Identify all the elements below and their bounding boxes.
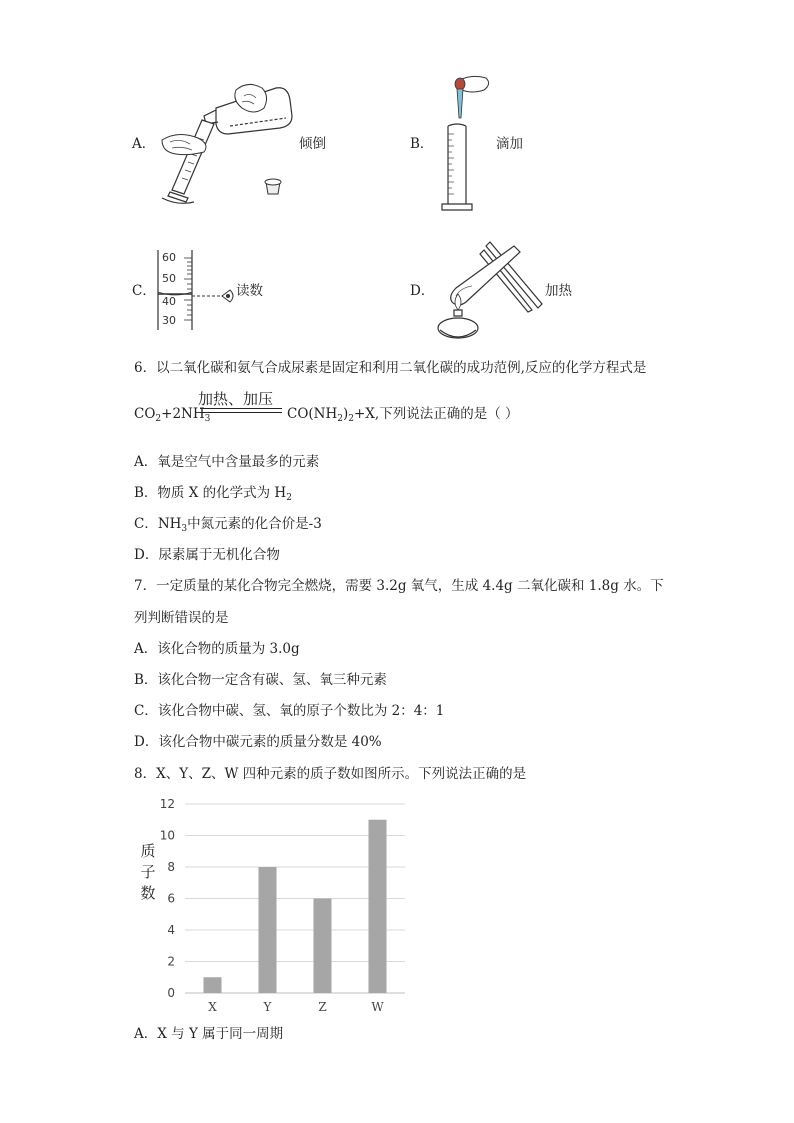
y-tick-label: 4 [167, 923, 175, 937]
q6-option-c: C．$NH_3$中氮元素的化合价是-3 [134, 516, 322, 534]
y-tick-label: 12 [159, 797, 175, 811]
reading-illustration [154, 248, 238, 332]
q6-option-d: D．尿素属于无机化合物 [134, 547, 280, 563]
y-axis-label-char: 子 [140, 863, 156, 881]
q6-option-b: B．物质 X 的化学式为 $H_2$ [134, 485, 292, 503]
dropping-illustration [438, 74, 494, 216]
q7-option-c: C．该化合物中碳、氢、氧的原子个数比为 2：4：1 [134, 703, 445, 719]
y-axis-label-char: 质 [140, 842, 156, 860]
stopper-icon [265, 179, 281, 194]
q8-option-a: A．X 与 Y 属于同一周期 [134, 1026, 284, 1042]
option-a-label: 倾倒 [299, 136, 326, 152]
equation-arrow-top [200, 408, 282, 409]
measuring-cylinder-icon [162, 120, 214, 203]
proton-number-chart [130, 788, 420, 1024]
option-b-label: 滴加 [496, 136, 523, 152]
x-tick-label-W: W [371, 1000, 384, 1014]
y-tick-label: 6 [167, 891, 175, 906]
bar-X [204, 977, 222, 993]
eye-icon [222, 290, 233, 302]
measuring-cylinder-icon [442, 124, 472, 210]
option-c-label: 读数 [236, 283, 263, 299]
dropper-icon [455, 78, 465, 118]
option-d-label: 加热 [545, 283, 572, 299]
q8-stem: 8．X、Y、Z、W 四种元素的质子数如图所示。下列说法正确的是 [134, 766, 527, 782]
q6-stem: 6．以二氧化碳和氨气合成尿素是固定和利用二氧化碳的成功范例,反应的化学方程式是 [134, 360, 647, 376]
bar-W [369, 820, 387, 993]
q6-equation-left: $CO_2+2NH_3$ [134, 406, 211, 424]
q7-stem-line1: 7．一定质量的某化合物完全燃烧，需要 3.2g 氧气，生成 4.4g 二氧化碳和 1.8g 水。下 [134, 578, 664, 594]
y-tick-label: 10 [159, 828, 175, 843]
q6-option-a: A．氧是空气中含量最多的元素 [134, 454, 320, 470]
scale-label-40: 40 [162, 295, 176, 308]
y-tick-label: 0 [167, 986, 175, 1000]
y-tick-label: 2 [167, 954, 175, 969]
q7-option-d: D．该化合物中碳元素的质量分数是 40% [134, 734, 382, 750]
x-tick-label-Z: Z [318, 1000, 327, 1014]
heating-illustration [432, 236, 544, 344]
scale-label-50: 50 [162, 272, 176, 285]
option-c-letter: C． [132, 283, 156, 299]
x-tick-label-Y: Y [263, 1000, 272, 1014]
y-axis-label-char: 数 [140, 884, 156, 902]
option-a-letter: A． [132, 136, 156, 152]
scale-label-60: 60 [162, 251, 176, 264]
bar-Y [259, 867, 277, 993]
alcohol-lamp-icon [438, 310, 478, 338]
option-d-letter: D． [410, 283, 435, 299]
q7-stem-line2: 列判断错误的是 [134, 610, 229, 626]
q7-option-b: B．该化合物一定含有碳、氢、氧三种元素 [134, 672, 387, 688]
scale-label-30: 30 [162, 314, 176, 327]
x-tick-label-X: X [208, 1000, 217, 1014]
bar-Z [314, 899, 332, 994]
y-tick-label: 8 [167, 860, 175, 874]
option-b-letter: B． [410, 136, 434, 152]
q6-reaction-condition: 加热、加压 [198, 390, 274, 408]
q6-equation-right: $CO(NH_2)_2+X$,下列说法正确的是（ ） [287, 406, 519, 424]
equation-arrow-bottom [200, 412, 282, 413]
q7-option-a: A．该化合物的质量为 3.0g [134, 641, 300, 657]
chart-svg [130, 788, 420, 1020]
pouring-illustration [158, 78, 298, 213]
